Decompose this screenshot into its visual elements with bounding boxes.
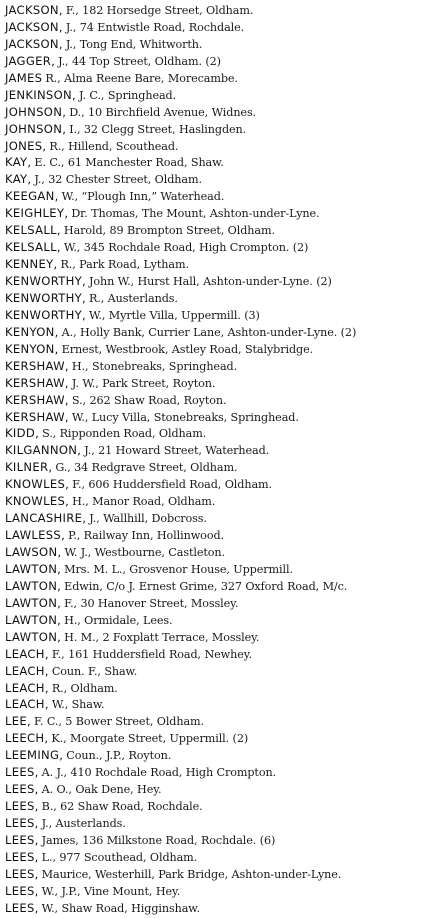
- entry-surname: KAY,: [5, 172, 32, 187]
- directory-entry: [5, 561, 440, 578]
- directory-entry: [5, 341, 440, 358]
- directory-entry: [5, 205, 440, 222]
- directory-entry: [5, 493, 440, 510]
- directory-entry: [5, 900, 440, 917]
- entry-surname: JONES,: [5, 138, 47, 153]
- entry-surname: LAWSON,: [5, 545, 62, 559]
- entry-details: W., Lucy Villa, Stonebreaks, Springhead.: [71, 410, 299, 424]
- directory-entry: [5, 188, 440, 205]
- entry-details: H., Manor Road, Oldham.: [72, 495, 216, 509]
- entry-details: H. M., 2 Foxplatt Terrace, Mossley.: [64, 630, 260, 644]
- directory-entry: [5, 392, 440, 409]
- directory-entry: [5, 832, 440, 849]
- entry-surname: LEECH,: [5, 731, 49, 746]
- entry-surname: LEES,: [5, 866, 39, 881]
- entry-details: W., Myrtle Villa, Uppermill. (3): [88, 308, 260, 322]
- entry-surname: LANCASHIRE,: [5, 511, 87, 526]
- entry-details: Coun., J.P., Royton.: [66, 749, 172, 763]
- entry-surname: LEACH,: [5, 697, 49, 712]
- entry-surname: JACKSON,: [5, 36, 63, 51]
- entry-surname: LAWTON,: [5, 595, 62, 610]
- entry-details: Dr. Thomas, The Mount, Ashton-under-Lyne.: [71, 207, 320, 221]
- directory-entry: [5, 578, 440, 595]
- entry-details: D., 10 Birchfield Avenue, Widnes.: [69, 105, 257, 119]
- entry-details: J., Austerlands.: [41, 817, 126, 830]
- entry-details: K., Moorgate Street, Uppermill. (2): [51, 732, 249, 746]
- entry-details: W., 345 Rochdale Road, High Crompton. (2): [63, 241, 309, 255]
- entry-surname: KENWORTHY,: [5, 307, 86, 322]
- directory-entry: [5, 409, 440, 426]
- directory-entry: [5, 510, 440, 527]
- directory-entry: [5, 646, 440, 663]
- directory-entry: [5, 476, 440, 493]
- entry-details: I., 32 Clegg Street, Haslingden.: [69, 122, 247, 136]
- directory-entry: [5, 866, 440, 883]
- directory-entry: [5, 104, 440, 121]
- entry-details: L., 977 Scouthead, Oldham.: [41, 850, 198, 864]
- entry-surname: LEE,: [5, 714, 31, 729]
- entry-surname: JENKINSON,: [5, 87, 76, 102]
- entry-details: F., 161 Huddersfield Road, Newhey.: [51, 647, 252, 661]
- directory-entry: [5, 358, 440, 375]
- entry-surname: LAWTON,: [5, 561, 62, 576]
- entry-surname: JOHNSON,: [5, 104, 67, 119]
- directory-entry: [5, 171, 440, 188]
- directory-entry: [5, 730, 440, 747]
- entry-surname: KELSALL,: [5, 240, 61, 255]
- directory-entry: [5, 307, 440, 324]
- entry-surname: JAMES: [5, 70, 43, 85]
- directory-entry: [5, 696, 440, 713]
- directory-entry: [5, 53, 440, 70]
- directory-entry: [5, 629, 440, 646]
- entry-surname: LAWTON,: [5, 612, 62, 627]
- entry-surname: KENWORTHY,: [5, 290, 86, 305]
- entry-surname: LEES,: [5, 900, 39, 915]
- directory-entry: [5, 442, 440, 459]
- entry-surname: KERSHAW,: [5, 409, 69, 424]
- entry-details: E. C., 61 Manchester Road, Shaw.: [34, 156, 224, 170]
- entry-details: H., Stonebreaks, Springhead.: [71, 359, 238, 373]
- entry-surname: KNOWLES,: [5, 477, 70, 492]
- entry-surname: KILNER,: [5, 460, 53, 475]
- entry-details: S., Ripponden Road, Oldham.: [42, 427, 207, 441]
- directory-list: [5, 2, 440, 917]
- entry-surname: KENNEY,: [5, 257, 58, 272]
- directory-entry: [5, 680, 440, 697]
- entry-surname: LAWLESS,: [5, 528, 66, 543]
- entry-surname: LEACH,: [5, 680, 49, 695]
- entry-surname: LAWTON,: [5, 629, 62, 644]
- directory-entry: [5, 256, 440, 273]
- entry-surname: KENYON,: [5, 341, 59, 356]
- entry-details: J., 44 Top Street, Oldham. (2): [58, 54, 221, 68]
- directory-entry: [5, 87, 440, 104]
- directory-entry: [5, 459, 440, 476]
- directory-entry: [5, 154, 440, 171]
- directory-entry: [5, 2, 440, 19]
- directory-entry: [5, 849, 440, 866]
- entry-surname: KIDD,: [5, 426, 40, 441]
- entry-surname: LEES,: [5, 799, 39, 814]
- entry-surname: LEES,: [5, 883, 39, 898]
- entry-surname: LEACH,: [5, 646, 49, 661]
- entry-details: G., 34 Redgrave Street, Oldham.: [55, 461, 238, 475]
- entry-surname: LEES,: [5, 765, 39, 780]
- entry-details: W., J.P., Vine Mount, Hey.: [41, 884, 181, 898]
- entry-details: J. W., Park Street, Royton.: [71, 376, 216, 390]
- directory-entry: [5, 290, 440, 307]
- entry-surname: LEES,: [5, 782, 39, 797]
- entry-surname: KERSHAW,: [5, 375, 69, 390]
- entry-details: W. J., Westbourne, Castleton.: [64, 546, 225, 559]
- entry-details: R., Oldham.: [51, 681, 118, 695]
- directory-entry: [5, 425, 440, 442]
- directory-entry: [5, 138, 440, 155]
- entry-surname: LEES,: [5, 849, 39, 864]
- directory-entry: [5, 324, 440, 341]
- directory-entry: [5, 713, 440, 730]
- entry-details: W., Shaw.: [51, 698, 105, 712]
- directory-entry: [5, 544, 440, 561]
- entry-details: Ernest, Westbrook, Astley Road, Stalybridge.: [61, 342, 314, 356]
- entry-details: F., 606 Huddersfield Road, Oldham.: [72, 478, 272, 492]
- directory-entry: [5, 273, 440, 290]
- entry-surname: KELSALL,: [5, 223, 61, 238]
- directory-entry: [5, 663, 440, 680]
- entry-surname: KENWORTHY,: [5, 274, 86, 288]
- directory-entry: [5, 781, 440, 798]
- directory-entry: [5, 375, 440, 392]
- entry-details: A. J., 410 Rochdale Road, High Crompton.: [41, 766, 277, 780]
- directory-entry: [5, 222, 440, 239]
- directory-entry: [5, 19, 440, 36]
- directory-entry: [5, 798, 440, 815]
- directory-entry: [5, 764, 440, 781]
- directory-entry: [5, 815, 440, 832]
- entry-surname: LEES,: [5, 832, 39, 847]
- entry-details: J., 21 Howard Street, Waterhead.: [84, 444, 270, 458]
- entry-surname: KENYON,: [5, 324, 59, 339]
- directory-entry: [5, 612, 440, 629]
- entry-surname: KNOWLES,: [5, 494, 70, 509]
- entry-details: P., Railway Inn, Hollinwood.: [68, 529, 224, 543]
- entry-details: Harold, 89 Brompton Street, Oldham.: [63, 224, 275, 238]
- entry-surname: JACKSON,: [5, 3, 63, 17]
- entry-details: W., “Plough Inn,” Waterhead.: [61, 190, 225, 204]
- entry-surname: LAWTON,: [5, 578, 62, 593]
- entry-details: J. C., Springhead.: [78, 88, 177, 102]
- directory-entry: [5, 70, 440, 87]
- entry-details: Coun. F., Shaw.: [51, 664, 138, 678]
- entry-surname: KEEGAN,: [5, 189, 59, 204]
- entry-details: A., Holly Bank, Currier Lane, Ashton-under-Lyne. (2): [61, 325, 357, 339]
- entry-surname: KEIGHLEY,: [5, 206, 69, 221]
- entry-details: J., 32 Chester Street, Oldham.: [34, 173, 202, 187]
- entry-details: F. C., 5 Bower Street, Oldham.: [34, 715, 204, 729]
- entry-details: J., Wallhill, Dobcross.: [89, 512, 207, 526]
- directory-entry: [5, 527, 440, 544]
- entry-details: A. O., Oak Dene, Hey.: [41, 783, 162, 797]
- entry-surname: LEES,: [5, 816, 39, 830]
- entry-surname: KERSHAW,: [5, 358, 69, 373]
- entry-details: John W., Hurst Hall, Ashton-under-Lyne. (2): [88, 275, 332, 288]
- directory-entry: [5, 747, 440, 764]
- entry-details: Mrs. M. L., Grosvenor House, Uppermill.: [64, 562, 293, 576]
- entry-details: F., 30 Hanover Street, Mossley.: [64, 596, 239, 610]
- entry-details: R., Hillend, Scouthead.: [49, 139, 179, 153]
- directory-entry: [5, 595, 440, 612]
- entry-surname: LEACH,: [5, 663, 49, 678]
- entry-surname: JAGGER,: [5, 53, 56, 68]
- entry-details: R., Austerlands.: [88, 291, 178, 305]
- entry-details: J., 74 Entwistle Road, Rochdale.: [65, 20, 245, 34]
- entry-details: B., 62 Shaw Road, Rochdale.: [41, 800, 203, 814]
- entry-surname: KILGANNON,: [5, 443, 82, 458]
- directory-entry: [5, 883, 440, 900]
- entry-surname: KAY,: [5, 155, 32, 170]
- entry-details: R., Park Road, Lytham.: [60, 258, 189, 272]
- entry-details: W., Shaw Road, Higginshaw.: [41, 901, 200, 915]
- entry-details: H., Ormidale, Lees.: [64, 613, 173, 627]
- directory-entry: [5, 239, 440, 256]
- entry-surname: KERSHAW,: [5, 392, 69, 407]
- entry-details: R., Alma Reene Bare, Morecambe.: [45, 71, 238, 85]
- entry-details: F., 182 Horsedge Street, Oldham.: [65, 4, 254, 17]
- entry-details: S., 262 Shaw Road, Royton.: [71, 393, 227, 407]
- directory-entry: [5, 121, 440, 138]
- entry-surname: JACKSON,: [5, 19, 63, 34]
- directory-entry: [5, 36, 440, 53]
- entry-details: Edwin, C/o J. Ernest Grime, 327 Oxford Road, M/c.: [64, 579, 348, 593]
- entry-details: J., Tong End, Whitworth.: [65, 37, 203, 51]
- entry-surname: LEEMING,: [5, 748, 64, 763]
- entry-details: James, 136 Milkstone Road, Rochdale. (6): [41, 833, 276, 847]
- entry-surname: JOHNSON,: [5, 121, 67, 136]
- entry-details: Maurice, Westerhill, Park Bridge, Ashton-under-Lyne.: [41, 867, 342, 881]
